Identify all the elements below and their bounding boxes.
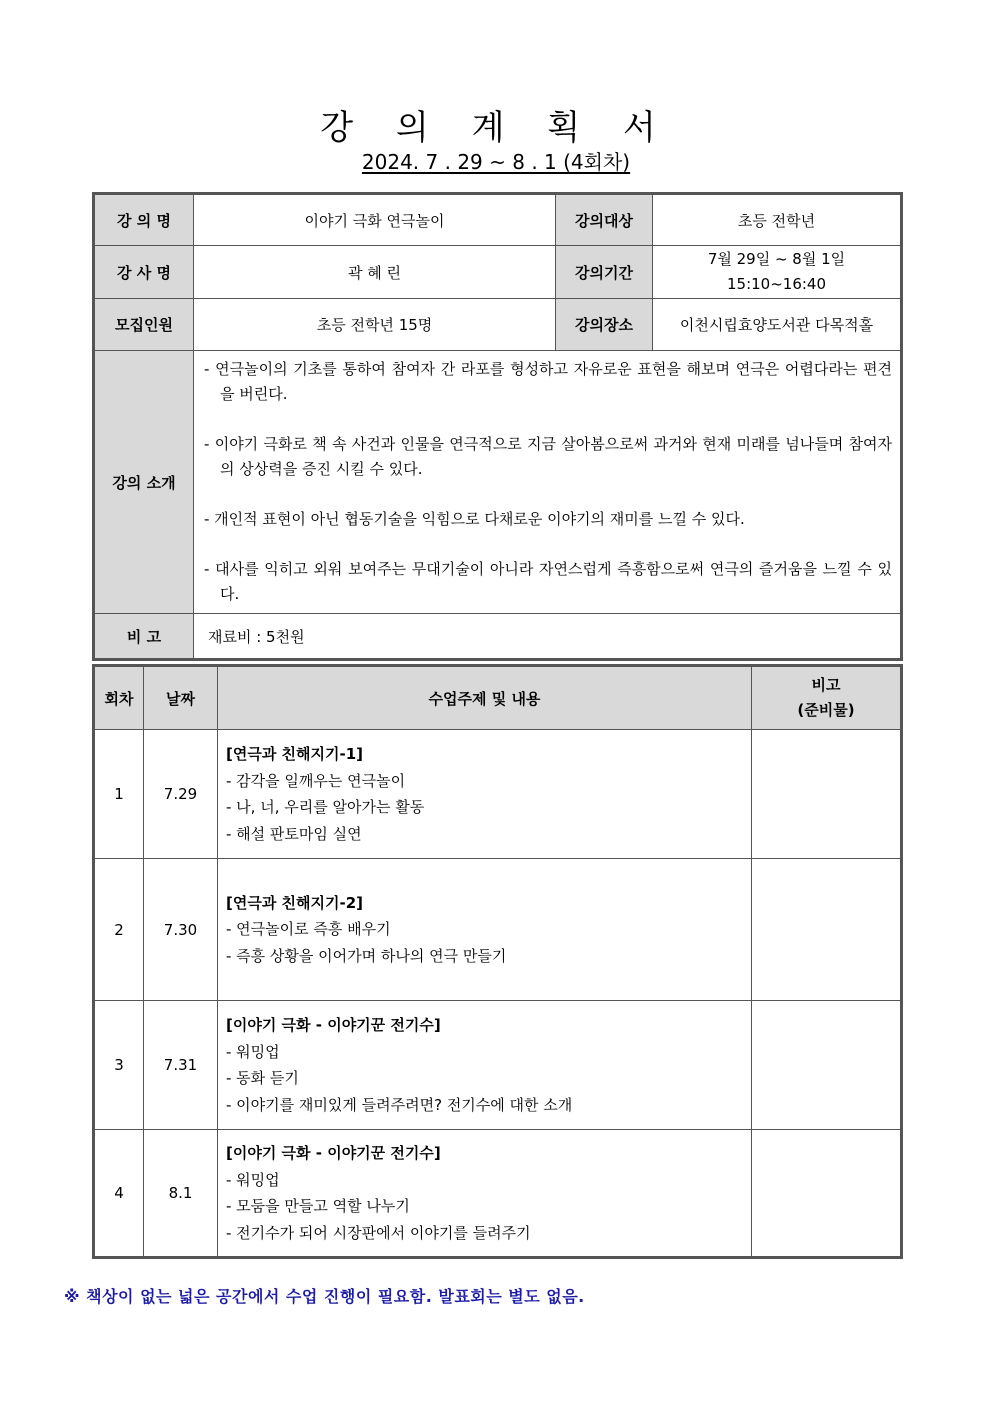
- content-header: 수업주제 및 내용: [218, 666, 752, 730]
- session-topic: [이야기 극화 - 이야기꾼 전기수]: [226, 1016, 441, 1034]
- instructor-value: 곽 혜 린: [194, 246, 556, 299]
- session-item: - 해설 판토마임 실연: [226, 824, 362, 843]
- remarks-label: 비 고: [94, 614, 194, 660]
- session-item: - 동화 듣기: [226, 1069, 299, 1087]
- session-number: 3: [94, 1001, 144, 1130]
- session-item: - 워밍업: [226, 1170, 280, 1189]
- target-label: 강의대상: [556, 194, 653, 246]
- remarks-header: [752, 666, 902, 730]
- intro-item: - 대사를 익히고 외워 보여주는 무대기술이 아니라 자연스럽게 즉흥함으로써 연극의 즐거움을 느낄 수 있다.: [204, 560, 892, 603]
- footer-note: ※ 책상이 없는 넓은 공간에서 수업 진행이 필요함. 발표회는 별도 없음.: [64, 1287, 585, 1306]
- session-header: 회차: [94, 666, 144, 730]
- session-topic: [연극과 친해지기-2]: [226, 893, 364, 912]
- instructor-label: 강 사 명: [94, 246, 194, 299]
- lecture-name-value: 이야기 극화 연극놀이: [194, 194, 556, 246]
- date-header: 날짜: [144, 666, 218, 730]
- session-content: [218, 1130, 752, 1258]
- session-number: 4: [94, 1130, 144, 1258]
- session-remarks: [752, 859, 902, 1001]
- table-row: [94, 1130, 902, 1258]
- session-topic: [연극과 친해지기-1]: [226, 745, 364, 763]
- document-title: 강 의 계 획 서: [320, 108, 672, 148]
- session-topic: [이야기 극화 - 이야기꾼 전기수]: [226, 1144, 441, 1162]
- session-date: 7.30: [144, 859, 218, 1001]
- session-item: - 모둠을 만들고 역할 나누기: [226, 1197, 410, 1215]
- table-row: [94, 859, 902, 1001]
- table-row: [94, 1001, 902, 1130]
- intro-item: - 개인적 표현이 아닌 협동기술을 익힘으로 다채로운 이야기의 재미를 느낄 수 있다.: [204, 510, 745, 528]
- intro-content: [194, 351, 902, 614]
- remarks-value: 재료비 : 5천원: [194, 614, 902, 660]
- session-item: - 워밍업: [226, 1042, 280, 1061]
- session-content: [218, 730, 752, 859]
- session-content: [218, 859, 752, 1001]
- table-row: [94, 730, 902, 859]
- remarks-header-line1: 비고: [811, 676, 841, 694]
- session-item: - 감각을 일깨우는 연극놀이: [226, 771, 406, 790]
- capacity-label: 모집인원: [94, 299, 194, 351]
- date-range: 2024. 7 . 29 ~ 8 . 1 (4회차): [361, 150, 631, 174]
- period-time: 15:10~16:40: [726, 275, 827, 293]
- intro-item: - 연극놀이의 기초를 통하여 참여자 간 라포를 형성하고 자유로운 표현을 해보며 연극은 어렵다라는 편견을 버린다.: [204, 360, 892, 403]
- session-remarks: [752, 1130, 902, 1258]
- session-remarks: [752, 730, 902, 859]
- session-item: - 이야기를 재미있게 들려주려면? 전기수에 대한 소개: [226, 1095, 573, 1114]
- session-date: 7.31: [144, 1001, 218, 1130]
- period-label: 강의기간: [556, 246, 653, 299]
- session-item: - 연극놀이로 즉흥 배우기: [226, 920, 391, 939]
- session-number: 1: [94, 730, 144, 859]
- schedule-table: [92, 664, 903, 1259]
- session-number: 2: [94, 859, 144, 1001]
- session-date: 7.29: [144, 730, 218, 859]
- period-dates: 7월 29일 ~ 8월 1일: [707, 250, 846, 268]
- session-item: - 전기수가 되어 시장판에서 이야기를 들려주기: [226, 1223, 531, 1242]
- period-value: [653, 246, 902, 299]
- session-item: - 나, 너, 우리를 알아가는 활동: [226, 798, 425, 816]
- location-value: 이천시립효양도서관 다목적홀: [653, 299, 902, 351]
- lecture-name-label: 강 의 명: [94, 194, 194, 246]
- lecture-info-table: [92, 192, 903, 661]
- target-value: 초등 전학년: [653, 194, 902, 246]
- document-subtitle: [0, 146, 992, 175]
- remarks-header-line2: (준비물): [797, 701, 855, 719]
- session-item: - 즉흥 상황을 이어가며 하나의 연극 만들기: [226, 946, 507, 965]
- intro-label: 강의 소개: [94, 351, 194, 614]
- session-date: 8.1: [144, 1130, 218, 1258]
- intro-item: - 이야기 극화로 책 속 사건과 인물을 연극적으로 지금 살아봄으로써 과거와 현재 미래를 넘나들며 참여자의 상상력을 증진 시킬 수 있다.: [204, 435, 892, 478]
- location-label: 강의장소: [556, 299, 653, 351]
- session-content: [218, 1001, 752, 1130]
- session-remarks: [752, 1001, 902, 1130]
- capacity-value: 초등 전학년 15명: [194, 299, 556, 351]
